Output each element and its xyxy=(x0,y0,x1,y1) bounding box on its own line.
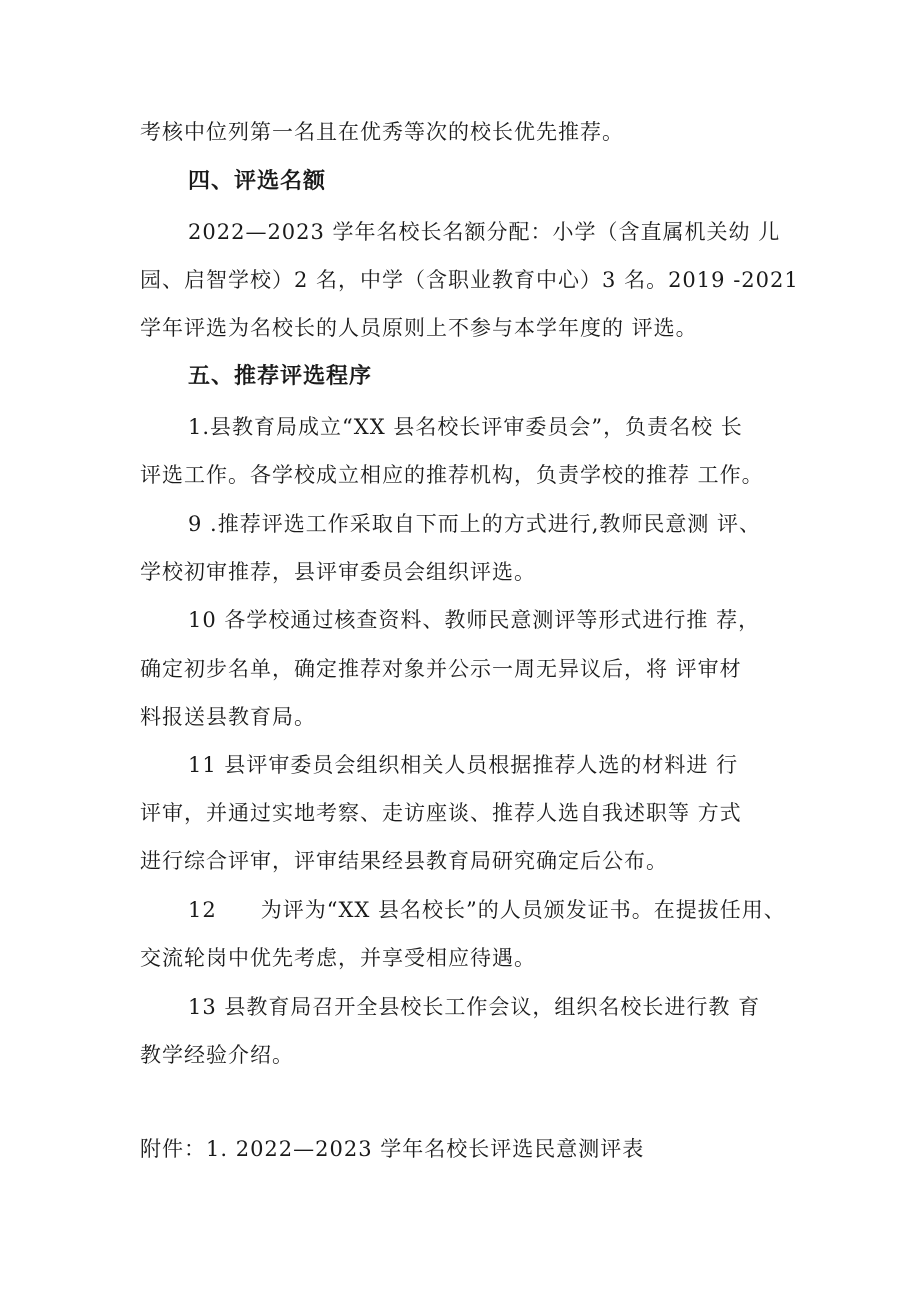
paragraph-line: 学校初审推荐，县评审委员会组织评选。 xyxy=(140,560,536,584)
paragraph-line: 交流轮岗中优先考虑，并享受相应待遇。 xyxy=(140,946,536,970)
paragraph-line: 确定初步名单，确定推荐对象并公示一周无异议后，将 评审材 xyxy=(140,657,742,681)
section-heading-procedure: 五、推荐评选程序 xyxy=(188,364,373,389)
paragraph-line: 教学经验介绍。 xyxy=(140,1043,294,1067)
paragraph-line: 料报送县教育局。 xyxy=(140,705,316,729)
paragraph-line: 学年评选为名校长的人员原则上不参与本学年度的 评选。 xyxy=(140,316,698,340)
paragraph-line: 12 为评为“XX 县名校长”的人员颁发证书。在提拔任用、 xyxy=(188,898,786,922)
paragraph-line: 评审，并通过实地考察、走访座谈、推荐人选自我述职等 方式 xyxy=(140,801,742,825)
section-heading-quota: 四、评选名额 xyxy=(188,169,327,194)
paragraph-line: 10 各学校通过核查资料、教师民意测评等形式进行推 荐， xyxy=(188,608,761,632)
paragraph-line: 1.县教育局成立“XX 县名校长评审委员会”，负责名校 长 xyxy=(188,415,743,439)
paragraph-line: 9 .推荐评选工作采取自下而上的方式进行,教师民意测 评、 xyxy=(188,512,762,536)
paragraph-line: 13 县教育局召开全县校长工作会议，组织名校长进行教 育 xyxy=(188,995,761,1019)
paragraph-line: 11 县评审委员会组织相关人员根据推荐人选的材料进 行 xyxy=(188,753,739,777)
paragraph-line: 园、启智学校）2 名，中学（含职业教育中心）3 名。2019 -2021 xyxy=(140,268,799,292)
attachment-line: 附件：1. 2022—2023 学年名校长评选民意测评表 xyxy=(140,1137,645,1161)
paragraph-line: 进行综合评审，评审结果经县教育局研究确定后公布。 xyxy=(140,849,668,873)
paragraph-line: 考核中位列第一名且在优秀等次的校长优先推荐。 xyxy=(140,120,624,144)
paragraph-line: 2022—2023 学年名校长名额分配：小学（含直属机关幼 儿 xyxy=(188,220,781,244)
paragraph-line: 评选工作。各学校成立相应的推荐机构，负责学校的推荐 工作。 xyxy=(140,463,764,487)
